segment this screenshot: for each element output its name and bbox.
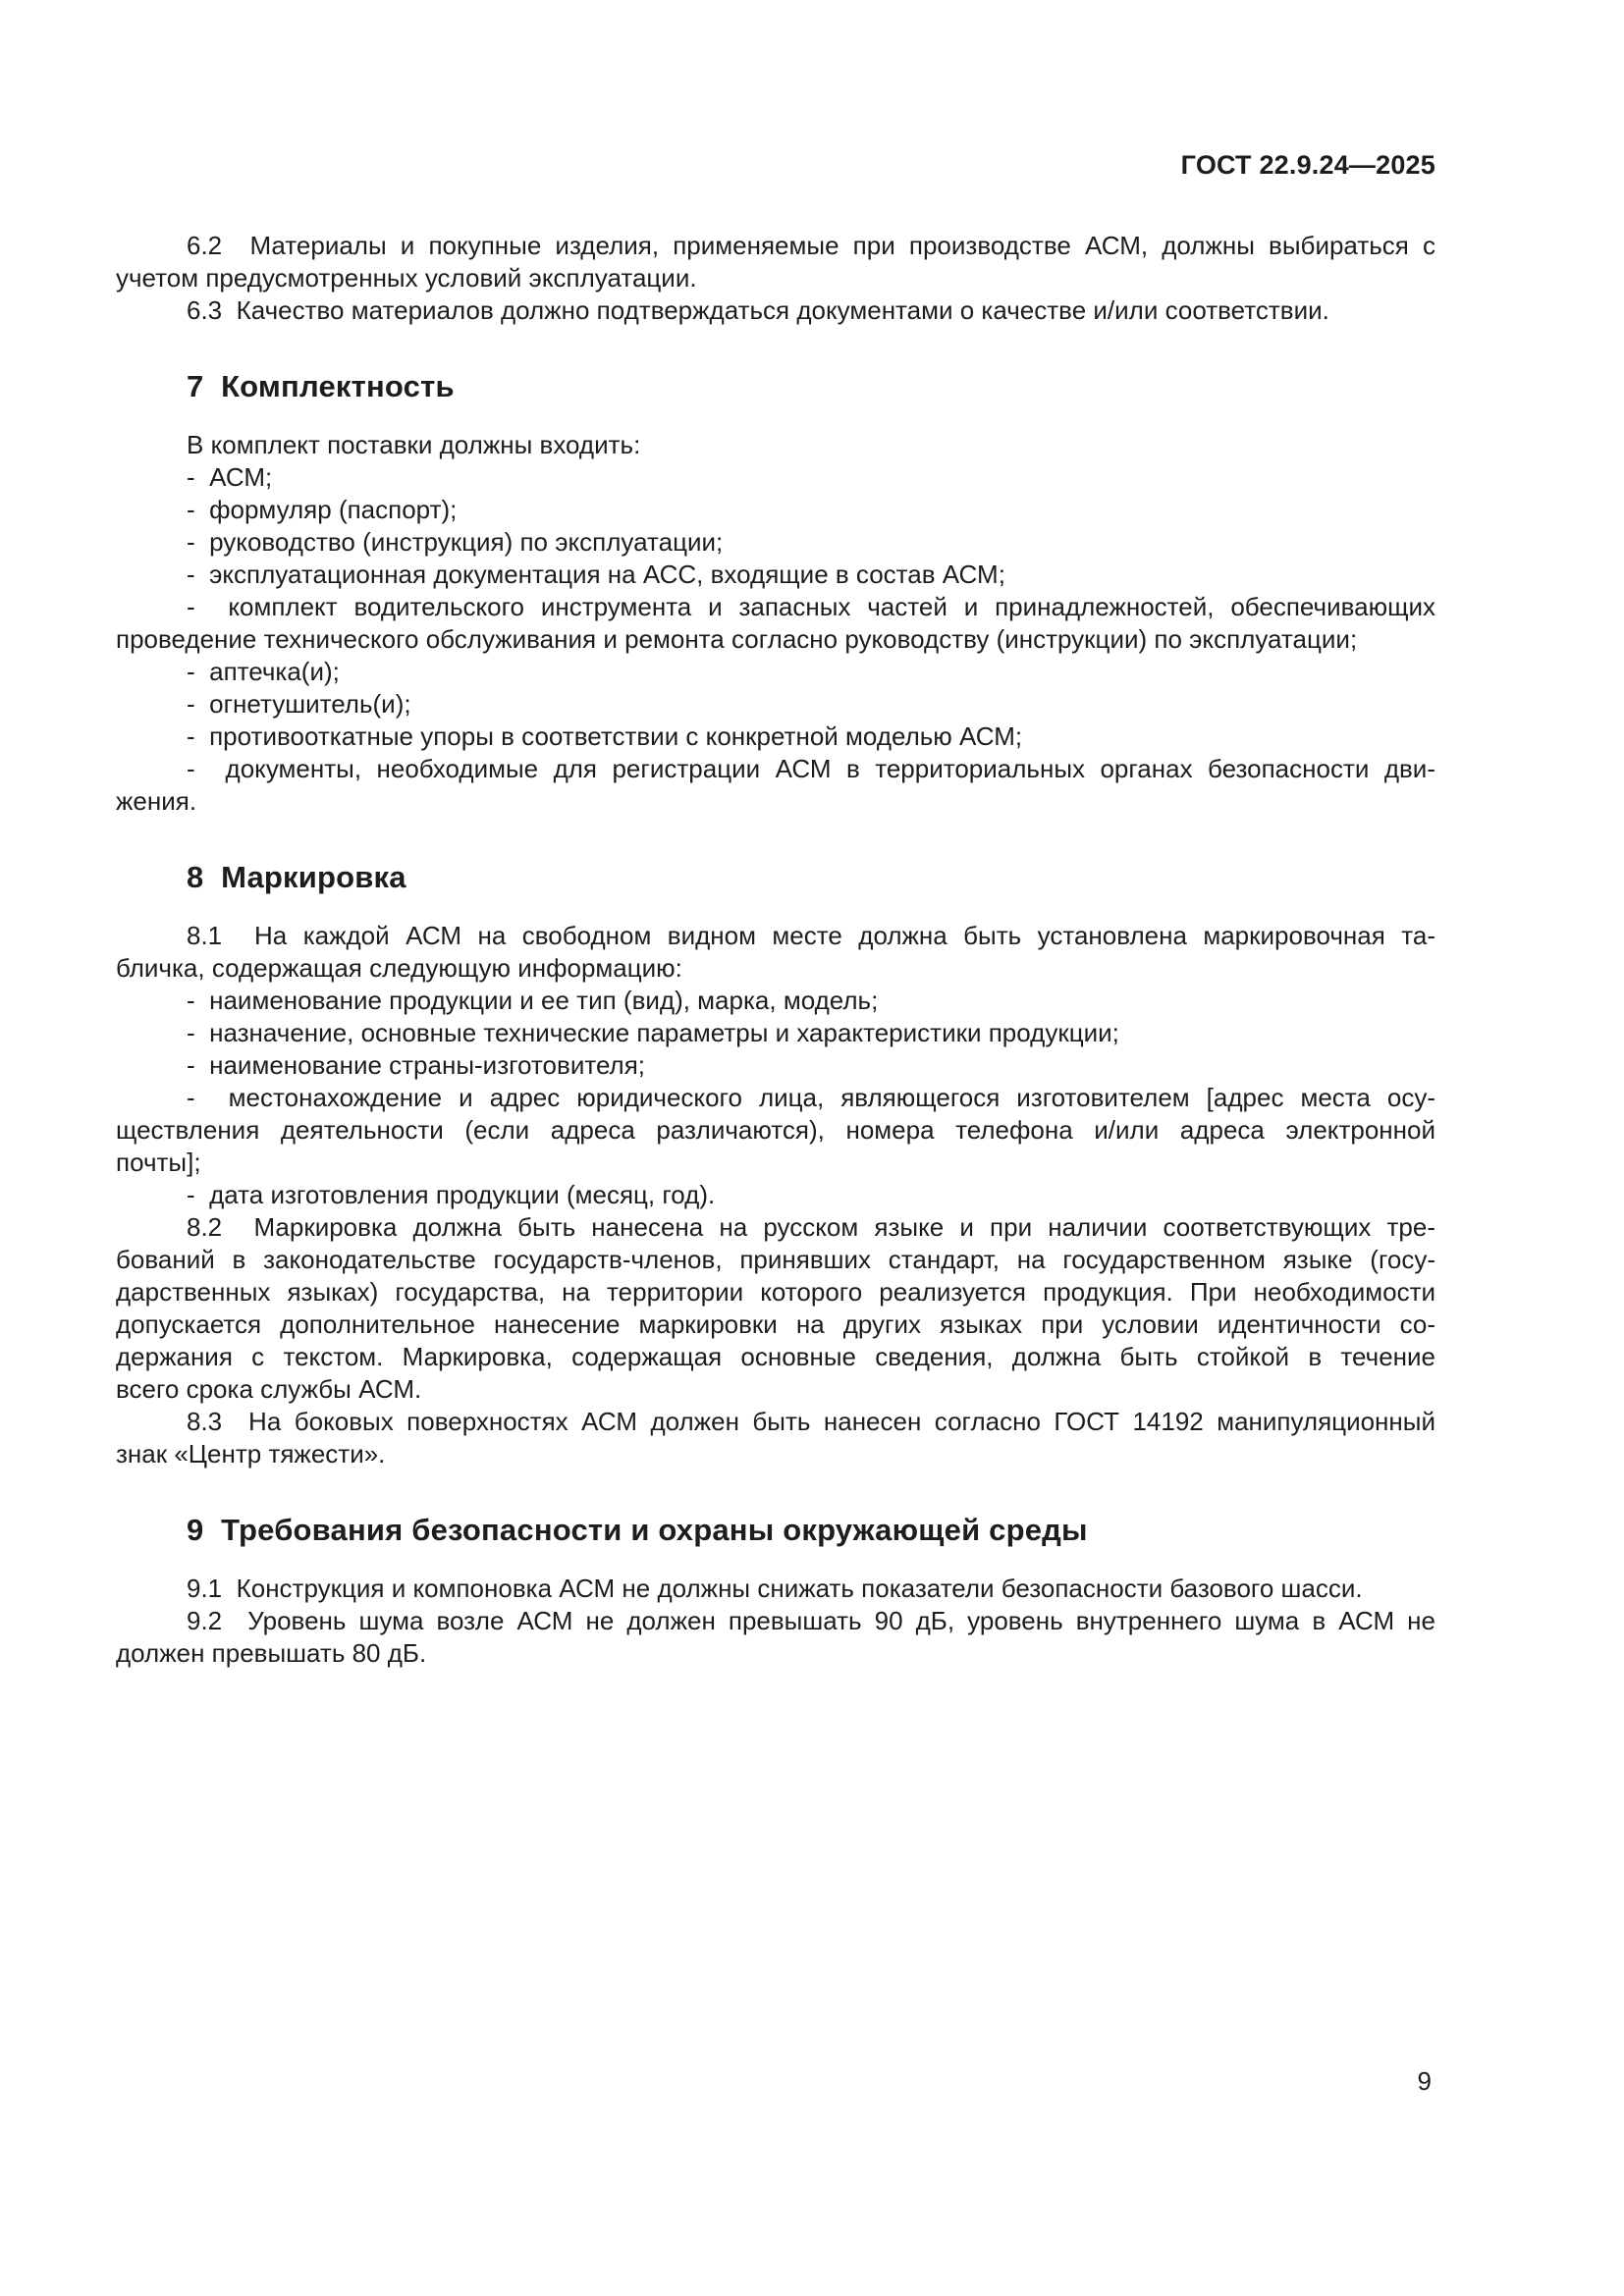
list-item: - наименование продукции и ее тип (вид), марка, модель;: [187, 986, 879, 1015]
list-item: - огнетушитель(и);: [187, 689, 411, 719]
paragraph-8-2: [116, 1211, 1435, 1406]
paragraph-line: 6.3 Качество материалов должно подтверждаться документами о качестве и/или соответствии.: [187, 295, 1329, 325]
section-9-heading: 9 Требования безопасности и охраны окружающей среды: [187, 1513, 1088, 1547]
list-item: - противооткатные упоры в соответствии с конкретной моделью АСМ;: [187, 721, 1023, 751]
paragraph-line: дарственных языках) государства, на территории которого реализуется продукция. При необходимости: [116, 1277, 1435, 1307]
paragraph-line: бличка, содержащая следующую информацию:: [116, 953, 682, 983]
paragraph-8-1: [116, 920, 1435, 985]
paragraph-line: должен превышать 80 дБ.: [116, 1638, 427, 1668]
list-item: - комплект водительского инструмента и запасных частей и принадлежностей, обеспечивающих: [187, 592, 1435, 621]
paragraph-7-intro: [116, 429, 1435, 461]
paragraph-line: учетом предусмотренных условий эксплуатации.: [116, 263, 697, 293]
page-number: 9: [1417, 2066, 1432, 2096]
list-item: - назначение, основные технические параметры и характеристики продукции;: [187, 1018, 1119, 1047]
paragraph-line: знак «Центр тяжести».: [116, 1439, 386, 1468]
paragraph-8-3: [116, 1406, 1435, 1470]
list-item: - АСМ;: [187, 462, 273, 492]
paragraph-9-2: [116, 1605, 1435, 1670]
list-item: - местонахождение и адрес юридического лица, являющегося изготовителем [адрес места осу-: [187, 1083, 1435, 1112]
list-item: - дата изготовления продукции (месяц, год).: [187, 1180, 716, 1209]
paragraph-line: 6.2 Материалы и покупные изделия, применяемые при производстве АСМ, должны выбираться с: [187, 231, 1435, 260]
list-item: - документы, необходимые для регистрации АСМ в территориальных органах безопасности дви-: [187, 754, 1435, 783]
doc-header: ГОСТ 22.9.24—2025: [1180, 150, 1435, 180]
paragraph-line: 8.2 Маркировка должна быть нанесена на русском языке и при наличии соответствующих тре-: [187, 1212, 1435, 1242]
list-item: - руководство (инструкция) по эксплуатации;: [187, 527, 724, 557]
list-item: - формуляр (паспорт);: [187, 495, 458, 524]
list-item: - аптечка(и);: [187, 657, 340, 686]
section-7-heading: 7 Комплектность: [187, 369, 455, 403]
paragraph-line: В комплект поставки должны входить:: [187, 430, 641, 459]
list-item-continuation: жения.: [116, 786, 197, 816]
list-item-continuation: почты];: [116, 1148, 201, 1177]
list-section-8: [116, 985, 1435, 1211]
page-content: [116, 0, 1435, 1670]
paragraph-line: допускается дополнительное нанесение маркировки на других языках при условии идентичности со-: [116, 1309, 1435, 1339]
section-8-heading: 8 Маркировка: [187, 860, 406, 894]
paragraph-line: держания с текстом. Маркировка, содержащая основные сведения, должна быть стойкой в течение: [116, 1342, 1435, 1371]
list-item-continuation: проведение технического обслуживания и ремонта согласно руководству (инструкции) по эксплуатации;: [116, 624, 1358, 654]
paragraph-line: всего срока службы АСМ.: [116, 1374, 422, 1404]
paragraph-line: 9.1 Конструкция и компоновка АСМ не должны снижать показатели безопасности базового шасси.: [187, 1574, 1363, 1603]
paragraph-6-3: [116, 294, 1435, 327]
paragraph-line: 8.3 На боковых поверхностях АСМ должен быть нанесен согласно ГОСТ 14192 манипуляционный: [187, 1407, 1435, 1436]
paragraph-9-1: [116, 1573, 1435, 1605]
list-section-7: [116, 461, 1435, 818]
paragraph-line: бований в законодательстве государств-членов, принявших стандарт, на государственном языке (госу-: [116, 1245, 1435, 1274]
list-item-continuation: ществления деятельности (если адреса различаются), номера телефона и/или адреса электронной: [116, 1115, 1435, 1145]
paragraph-line: 8.1 На каждой АСМ на свободном видном месте должна быть установлена маркировочная та-: [187, 921, 1435, 950]
paragraph-line: 9.2 Уровень шума возле АСМ не должен превышать 90 дБ, уровень внутреннего шума в АСМ не: [187, 1606, 1435, 1635]
list-item: - эксплуатационная документация на АСС, входящие в состав АСМ;: [187, 560, 1005, 589]
list-item: - наименование страны-изготовителя;: [187, 1050, 646, 1080]
paragraph-6-2: [116, 230, 1435, 294]
